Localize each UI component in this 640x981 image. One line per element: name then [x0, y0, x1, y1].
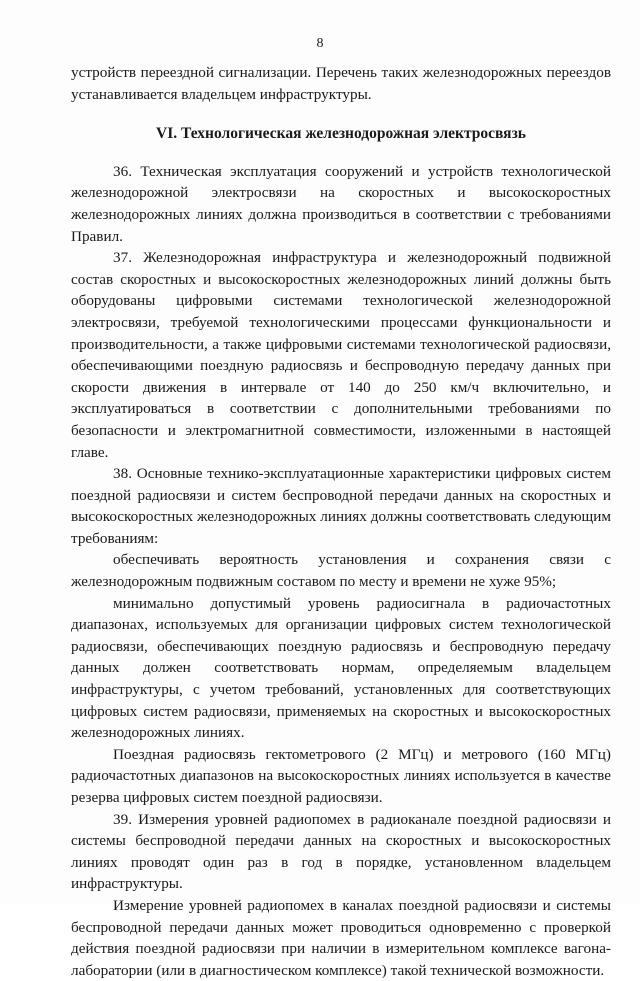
paragraph-38: 38. Основные технико-эксплуатационные характеристики цифровых систем поездной радиосвязи и систем беспроводной передачи данных на скоростных и высокоскоростных железнодорожных линиях должны соответствовать следующим требованиям: [71, 465, 611, 547]
section-heading: VI. Технологическая железнодорожная электросвязь [156, 125, 526, 143]
paragraph-37: 37. Железнодорожная инфраструктура и железнодорожный подвижной состав скоростных и высокоскоростных железнодорожных линий должны быть оборудованы цифровыми системами технологической железнодорожной электросвязи, требуемой технологическими процессами функциональности и производительности, а также цифровыми системами технологической радиосвязи, обеспечивающими поездную радиосвязь и беспроводную передачу данных при скорости движения в интервале от 140 до 250 км/ч включительно, и эксплуатироваться в соответствии с дополнительными требованиями по безопасности и электромагнитной совместимости, изложенными в настоящей главе. [71, 249, 611, 461]
paragraph-radio-reserve: Поездная радиосвязь гектометрового (2 МГц) и метрового (160 МГц) радиочастотных диапазонов на высокоскоростных линиях используется в качестве резерва цифровых систем поездной радиосвязи. [71, 745, 611, 806]
document-body [71, 62, 611, 981]
paragraph-39-measurement: Измерение уровней радиопомех в каналах поездной радиосвязи и системы беспроводной передачи данных может проводиться одновременно с проверкой действия поездной радиосвязи при наличии в измерительном комплексе вагона-лаборатории (или в диагностическом комплексе) такой технической возможности. [71, 896, 611, 979]
paragraph-38-item-2: минимально допустимый уровень радиосигнала в радиочастотных диапазонах, используемых для организации цифровых систем технологической радиосвязи, обеспечивающих поездную радиосвязь и беспроводную передачу данных должен соответствовать нормам, определяемым владельцем инфраструктуры, с учетом требований, установленных для соответствующих цифровых систем радиосвязи, применяемых на скоростных и высокоскоростных железнодорожных линиях. [71, 594, 611, 742]
paragraph-39: 39. Измерения уровней радиопомех в радиоканале поездной радиосвязи и системы беспроводной передачи данных на скоростных и высокоскоростных линиях проводят один раз в год в порядке, установленном владельцем инфраструктуры. [71, 810, 611, 893]
paragraph-continuation: устройств переездной сигнализации. Перечень таких железнодорожных переездов устанавливается владельцем инфраструктуры. [71, 64, 611, 103]
page-number: 8 [316, 36, 324, 51]
paragraph-38-item-1: обеспечивать вероятность установления и сохранения связи с железнодорожным подвижным составом по месту и времени не хуже 95%; [71, 551, 611, 591]
paragraph-36: 36. Техническая эксплуатация сооружений и устройств технологической железнодорожной электросвязи на скоростных и высокоскоростных железнодорожных линиях должна производиться в соответствии с требованиями Правил. [71, 162, 611, 245]
